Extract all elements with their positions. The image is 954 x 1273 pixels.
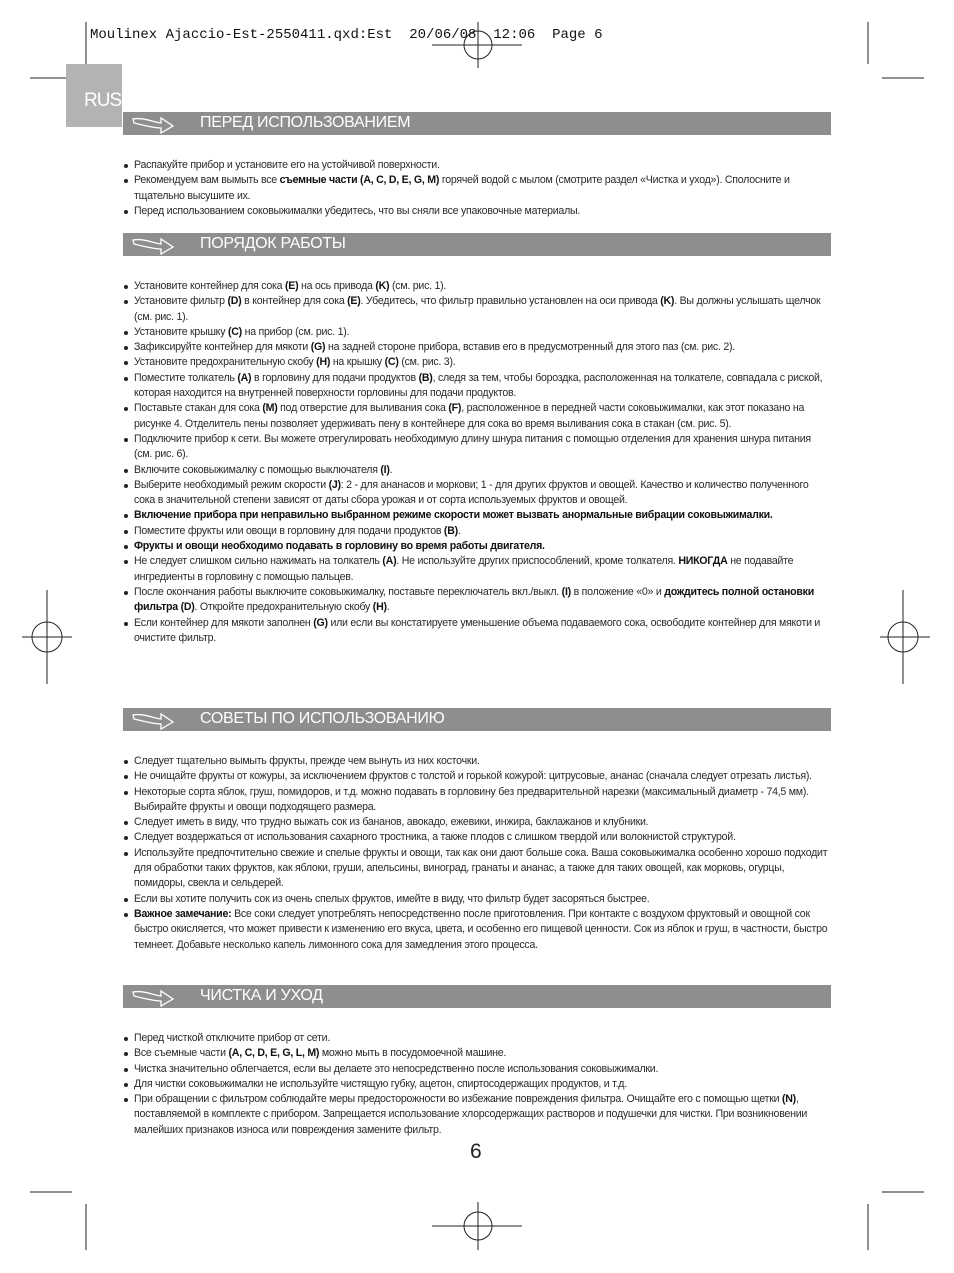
arrow-icon [131,235,175,260]
text: Поместите толкатель [134,371,238,384]
text: Если контейнер для мякоти заполнен [134,616,314,629]
list-item [123,294,831,325]
bold-text: (K) [375,280,390,292]
section-tips [123,708,831,953]
text: После окончания работы выключите соковыжималку, поставьте переключатель вкл./выкл. [134,585,562,598]
text: не подавайте ингредиенты в горловину с помощью пальцев. [134,555,794,583]
text: , расположенное в передней части соковыжималки, как этот показано на рисунке 4. Отделитель пены позволяет удерживать пену в контейнере для сока во время выливания сока в стакан (см. рис. 5). [134,402,805,430]
text: (см. рис. 3). [398,356,456,369]
section-before-use [123,112,831,219]
list-item [123,478,831,509]
text: Зафиксируйте контейнер для мякоти [134,341,311,354]
section-header [123,233,831,256]
list-item [123,539,831,554]
registration-mark-left [22,590,72,684]
bold-text: дождитесь полной остановки фильтра (D) [134,585,814,614]
list-item [123,463,831,478]
section-cleaning [123,985,831,1138]
text: на крышку [330,356,385,369]
text: Перед чисткой отключите прибор от сети. [134,1032,331,1044]
list-item [123,892,831,907]
bold-text: (E) [347,295,361,308]
text: горячей водой с мылом (смотрите раздел «Чистка и уход»). Сполосните и тщательно высушите их. [134,174,790,202]
text: в положение «0» и [570,585,665,598]
text: на задней стороне прибора, вставив его в предусмотренный для этого паз (см. рис. 2). [325,341,735,354]
bold-text: Включение прибора при неправильно выбранном режиме скорости может вызвать анормальные вибрации соковыжималки. [134,509,773,522]
text: или если вы констатируете уменьшение объема подаваемого сока, освободите контейнер для мякоти и очистите фильтр. [134,616,821,644]
list-item [123,432,831,463]
arrow-icon [131,710,175,735]
text: Рекомендуем вам вымыть все [134,174,280,187]
section-header [123,708,831,731]
bold-text: (C) [227,325,242,338]
bullet-list [123,279,831,646]
text: Установите предохранительную скобу [134,356,317,369]
text: Не следует слишком сильно нажимать на толкатель [134,555,383,568]
list-item [123,769,831,784]
bold-text: (A) [382,555,397,568]
registration-mark-right [880,590,930,684]
bold-text: (G) [313,616,328,629]
bullet-list [123,1031,831,1138]
list-item [123,173,831,204]
text: на прибор (см. рис. 1). [241,325,350,338]
list-item [123,524,831,539]
list-item [123,785,831,816]
text: Если вы хотите получить сок из очень спелых фруктов, имейте в виду, что фильтр будет засоряться быстрее. [134,892,650,905]
section-header [123,985,831,1008]
list-item [123,204,831,219]
text: Перед использованием соковыжималки убедитесь, что вы сняли все упаковочные материалы. [134,204,581,217]
bold-text: (N) [782,1093,796,1106]
text: Следует тщательно вымыть фрукты, прежде чем вынуть из них косточки. [134,755,480,767]
list-item [123,846,831,892]
list-item [123,508,831,523]
text: можно мыть в посудомоечной машине. [319,1047,507,1060]
text: Используйте предпочтительно свежие и спелые фрукты и овощи, так как они дают больше сока. Ваша соковыжималка особенно хорошо подходит для обработки таких фруктов, как яблоки, груши, апельсины, виноград, гранаты и ананас, а также для таких овощей, как морковь, огурцы, помидоры, свекла и сельдерей. [134,846,828,890]
text: в горловину для подачи продуктов [251,371,419,384]
text: Некоторые сорта яблок, груш, помидоров, и т.д. можно подавать в горловину без предварительной нарезки (максимальный диаметр - 74,5 мм). Выбирайте фрукты и овощи подходящего размера. [134,785,809,813]
text: , следя за тем, чтобы бороздка, расположенная на толкателе, совпадала с риской, которая находится на внутренней поверхности горловины для подачи продуктов. [134,371,823,400]
bold-text: НИКОГДА [678,555,728,568]
bold-text: (J) [328,478,341,491]
bold-text: (I) [380,463,390,476]
text: , поставляемой в комплекте с прибором. Запрещается использование хлорсодержащих растворов и подушечки для чистки. При возникновении малейших признаков износа или повреждения замените фильтр. [134,1093,808,1136]
bullet-list [123,158,831,219]
text: Выберите необходимый режим скорости [134,478,329,491]
text: Поставьте стакан для сока [134,402,263,415]
list-item [123,401,831,432]
bold-text: (K) [660,295,675,308]
text: Распакуйте прибор и установите его на устойчивой поверхности. [134,159,440,171]
bold-text: (A) [237,371,252,384]
bold-text: (H) [372,601,387,614]
text: в контейнер для сока [241,295,348,308]
arrow-icon [131,114,175,139]
text: . Не используйте других приспособлений, кроме толкателя. [396,555,679,568]
section-operation [123,233,831,646]
text: . Вы должны услышать щелчок (см. рис. 1). [134,295,821,323]
list-item [123,279,831,294]
list-item [123,1062,831,1077]
registration-mark-bottom [432,1202,522,1250]
language-tab [66,64,122,127]
bold-text: (H) [316,356,331,369]
text: Не очищайте фрукты от кожуры, за исключением фруктов с толстой и горькой кожурой: цитрусовые, ананас (сначала следует отрезать листья). [134,770,812,783]
bold-text: Важное замечание: [134,907,232,920]
bold-text: (D) [227,295,242,308]
list-item [123,325,831,340]
text: Все соки следует употреблять непосредственно после приготовления. При контакте с воздухом фруктовый и овощной сок быстро окисляется, что может привести к изменению его вкуса, цвета, и особенно его пищевой ценности. Сок из яблок и груш, в частности, быстро темнеет. Добавьте несколько капель лимонного сока для замедления этого процесса. [134,907,828,951]
text: Установите контейнер для сока [134,280,285,292]
text: Следует иметь в виду, что трудно выжать сок из бананов, авокадо, ежевики, инжира, баклажанов и клубники. [134,816,649,829]
list-item [123,371,831,402]
section-header [123,112,831,135]
text: . [457,524,461,537]
text: . [389,463,393,476]
text: Для чистки соковыжималки не используйте чистящую губку, ацетон, спиртосодержащих продуктов, и т.д. [134,1077,627,1090]
text: Подключите прибор к сети. Вы можете отрегулировать необходимую длину шнура питания с помощью отделения для хранения шнура питания (см. рис. 6). [134,432,811,461]
text: Включите соковыжималку с помощью выключателя [134,463,381,476]
list-item [123,554,831,585]
text: Поместите фрукты или овощи в горловину для подачи продуктов [134,524,444,537]
list-item [123,585,831,616]
section-title: ЧИСТКА И УХОД [200,987,323,1004]
text: . [386,601,390,614]
list-item [123,1046,831,1061]
bold-text: (M) [262,402,278,415]
section-title: ПОРЯДОК РАБОТЫ [200,235,346,252]
list-item [123,830,831,845]
bold-text: (F) [448,402,462,415]
bullet-list [123,754,831,953]
list-item [123,355,831,370]
bold-text: (E) [284,280,299,292]
bold-text: (C) [384,356,399,369]
text: Все съемные части [134,1047,229,1060]
bold-text: (A, C, D, E, G, L, M) [228,1047,320,1060]
list-item [123,754,831,769]
text: При обращении с фильтром соблюдайте меры предосторожности во избежание повреждения фильтра. Очищайте его с помощью щетки [134,1093,782,1106]
bold-text: Фрукты и овощи необходимо подавать в горловину во время работы двигателя. [134,540,545,553]
bold-text: (B) [418,371,433,384]
text: . Убедитесь, что фильтр правильно установлен на оси привода [360,295,661,308]
list-item [123,616,831,647]
bold-text: (B) [443,524,458,537]
text: на ось привода [298,280,376,292]
list-item [123,340,831,355]
text: Установите крышку [134,325,228,338]
list-item [123,1092,831,1138]
text: Чистка значительно облегчается, если вы делаете это непосредственно после использования соковыжималки. [134,1062,659,1075]
bold-text: (I) [561,585,571,598]
list-item [123,1031,831,1046]
arrow-icon [131,987,175,1012]
text: (см. рис. 1). [389,280,447,292]
text: Установите фильтр [134,295,228,308]
print-slug: Moulinex Ajaccio-Est-2550411.qxd:Est 20/06/08 12:06 Page 6 [90,27,603,43]
page-number: 6 [470,1140,482,1163]
text: под отверстие для выливания сока [277,402,449,415]
list-item [123,158,831,173]
text: : 2 - для ананасов и моркови; 1 - для других фруктов и овощей. Качество и количество полученного сока в значительной степени зависят от даты сбора урожая и от сорта используемых фруктов и овощей. [134,478,809,507]
list-item [123,1077,831,1092]
registration-mark-top [432,22,522,68]
text: Следует воздержаться от использования сахарного тростника, а также плодов с слишком твердой или волокнистой структурой. [134,831,736,844]
bold-text: съемные части (A, C, D, E, G, M) [279,174,440,187]
list-item [123,815,831,830]
section-title: СОВЕТЫ ПО ИСПОЛЬЗОВАНИЮ [200,710,445,727]
section-title: ПЕРЕД ИСПОЛЬЗОВАНИЕМ [200,114,411,131]
language-label: RUS [84,90,122,111]
text: . Откройте предохранительную скобу [194,601,373,614]
bold-text: (G) [310,341,326,354]
list-item [123,907,831,953]
